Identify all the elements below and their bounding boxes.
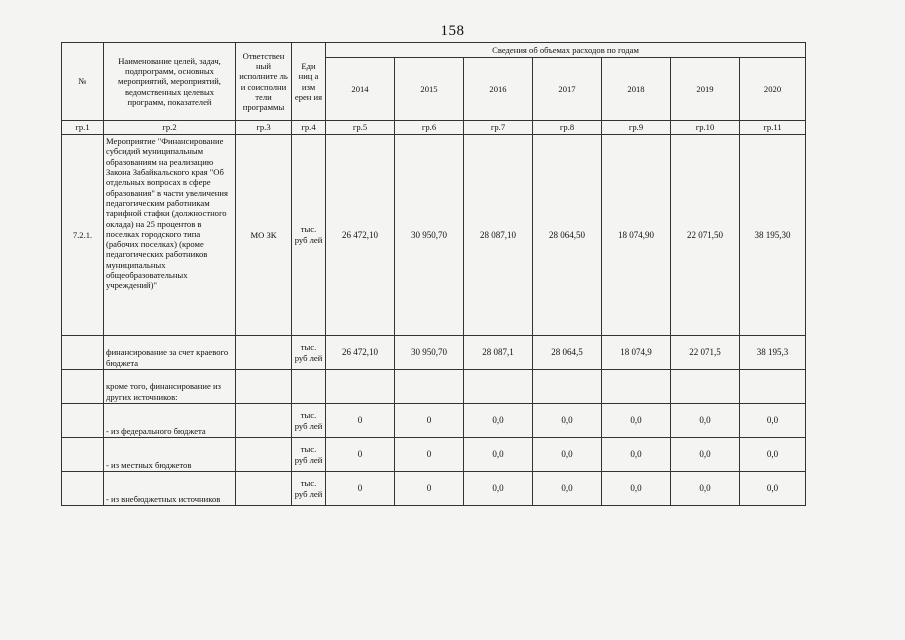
group-label: гр.2 xyxy=(104,121,236,135)
row-responsible xyxy=(236,404,292,438)
row-value: 38 195,30 xyxy=(740,135,806,336)
header-expense-group: Сведения об объемах расходов по годам xyxy=(326,43,806,58)
row-name: - из местных бюджетов xyxy=(104,438,236,472)
header-year: 2015 xyxy=(395,58,464,121)
row-name: Мероприятие "Финансирование субсидий муниципальным образованиям на реализацию Закона Забайкальского края "Об отдельных вопросах в сфере образования" в части увеличения педагогическим работникам тарифной стафки (должностного оклада) на 25 процентов в поселках городского типа (рабочих поселках) (кроме педагогических работников муниципальных общеобразовательных учреждений)" xyxy=(104,135,236,336)
row-value: 30 950,70 xyxy=(395,135,464,336)
header-name: Наименование целей, задач, подпрограмм, основных мероприятий, мероприятий, ведомственных целевых программ, показателей xyxy=(104,43,236,121)
header-year: 2020 xyxy=(740,58,806,121)
row-value: 26 472,10 xyxy=(326,135,395,336)
row-value xyxy=(602,370,671,404)
row-unit: тыс. руб лей xyxy=(292,135,326,336)
row-value: 18 074,9 xyxy=(602,336,671,370)
group-label: гр.10 xyxy=(671,121,740,135)
group-label: гр.5 xyxy=(326,121,395,135)
row-value: 0,0 xyxy=(533,472,602,506)
row-value: 0,0 xyxy=(602,438,671,472)
table-row-regional xyxy=(62,336,806,370)
row-responsible xyxy=(236,336,292,370)
row-responsible xyxy=(236,370,292,404)
group-label-row xyxy=(62,121,806,135)
header-num: № xyxy=(62,43,104,121)
row-value: 0,0 xyxy=(602,404,671,438)
group-label: гр.1 xyxy=(62,121,104,135)
row-value: 0 xyxy=(326,438,395,472)
group-label: гр.4 xyxy=(292,121,326,135)
row-value: 0,0 xyxy=(740,472,806,506)
row-value: 0,0 xyxy=(740,404,806,438)
row-value: 0 xyxy=(326,472,395,506)
row-responsible xyxy=(236,438,292,472)
group-label: гр.3 xyxy=(236,121,292,135)
row-value: 0,0 xyxy=(671,472,740,506)
row-value: 0 xyxy=(395,438,464,472)
header-year: 2019 xyxy=(671,58,740,121)
row-value: 0,0 xyxy=(533,404,602,438)
row-value: 0,0 xyxy=(602,472,671,506)
header-row-top xyxy=(62,43,806,58)
row-num xyxy=(62,472,104,506)
group-label: гр.7 xyxy=(464,121,533,135)
group-label: гр.6 xyxy=(395,121,464,135)
row-value: 0,0 xyxy=(533,438,602,472)
row-responsible xyxy=(236,472,292,506)
row-value: 0,0 xyxy=(671,438,740,472)
row-value xyxy=(395,370,464,404)
row-num xyxy=(62,336,104,370)
row-unit: тыс. руб лей xyxy=(292,404,326,438)
group-label: гр.8 xyxy=(533,121,602,135)
header-responsible: Ответствен ный исполните ль и соисполни тели программы xyxy=(236,43,292,121)
row-value: 22 071,5 xyxy=(671,336,740,370)
row-value xyxy=(464,370,533,404)
group-label: гр.9 xyxy=(602,121,671,135)
row-unit: тыс. руб лей xyxy=(292,336,326,370)
row-name: финансирование за счет краевого бюджета xyxy=(104,336,236,370)
row-num xyxy=(62,438,104,472)
row-num xyxy=(62,404,104,438)
row-value: 18 074,90 xyxy=(602,135,671,336)
row-value: 30 950,70 xyxy=(395,336,464,370)
header-unit: Еди ниц а изм ерен ия xyxy=(292,43,326,121)
row-value: 28 064,50 xyxy=(533,135,602,336)
row-value xyxy=(326,370,395,404)
row-value: 38 195,3 xyxy=(740,336,806,370)
row-value: 0 xyxy=(395,404,464,438)
header-year: 2014 xyxy=(326,58,395,121)
row-value xyxy=(671,370,740,404)
row-name: кроме того, финансирование из других источников: xyxy=(104,370,236,404)
row-value: 0,0 xyxy=(740,438,806,472)
row-value xyxy=(740,370,806,404)
row-num: 7.2.1. xyxy=(62,135,104,336)
row-value: 0,0 xyxy=(464,472,533,506)
budget-table xyxy=(61,42,806,506)
row-value: 28 064,5 xyxy=(533,336,602,370)
row-value: 28 087,10 xyxy=(464,135,533,336)
table-row-federal xyxy=(62,404,806,438)
group-label: гр.11 xyxy=(740,121,806,135)
header-year: 2018 xyxy=(602,58,671,121)
row-unit: тыс. руб лей xyxy=(292,438,326,472)
header-year: 2016 xyxy=(464,58,533,121)
row-value: 26 472,10 xyxy=(326,336,395,370)
row-name: - из федерального бюджета xyxy=(104,404,236,438)
row-value: 0 xyxy=(395,472,464,506)
row-responsible: МО ЗК xyxy=(236,135,292,336)
row-value: 0,0 xyxy=(671,404,740,438)
table-row-local xyxy=(62,438,806,472)
row-value: 22 071,50 xyxy=(671,135,740,336)
row-unit: тыс. руб лей xyxy=(292,472,326,506)
row-value: 0 xyxy=(326,404,395,438)
row-unit xyxy=(292,370,326,404)
table-row-extrabudgetary xyxy=(62,472,806,506)
page-number: 158 xyxy=(440,23,465,39)
row-value xyxy=(533,370,602,404)
row-value: 0,0 xyxy=(464,438,533,472)
row-name: - из внебюджетных источников xyxy=(104,472,236,506)
header-year: 2017 xyxy=(533,58,602,121)
table-row-other-sources xyxy=(62,370,806,404)
row-value: 0,0 xyxy=(464,404,533,438)
table-row-measure xyxy=(62,135,806,336)
row-value: 28 087,1 xyxy=(464,336,533,370)
row-num xyxy=(62,370,104,404)
